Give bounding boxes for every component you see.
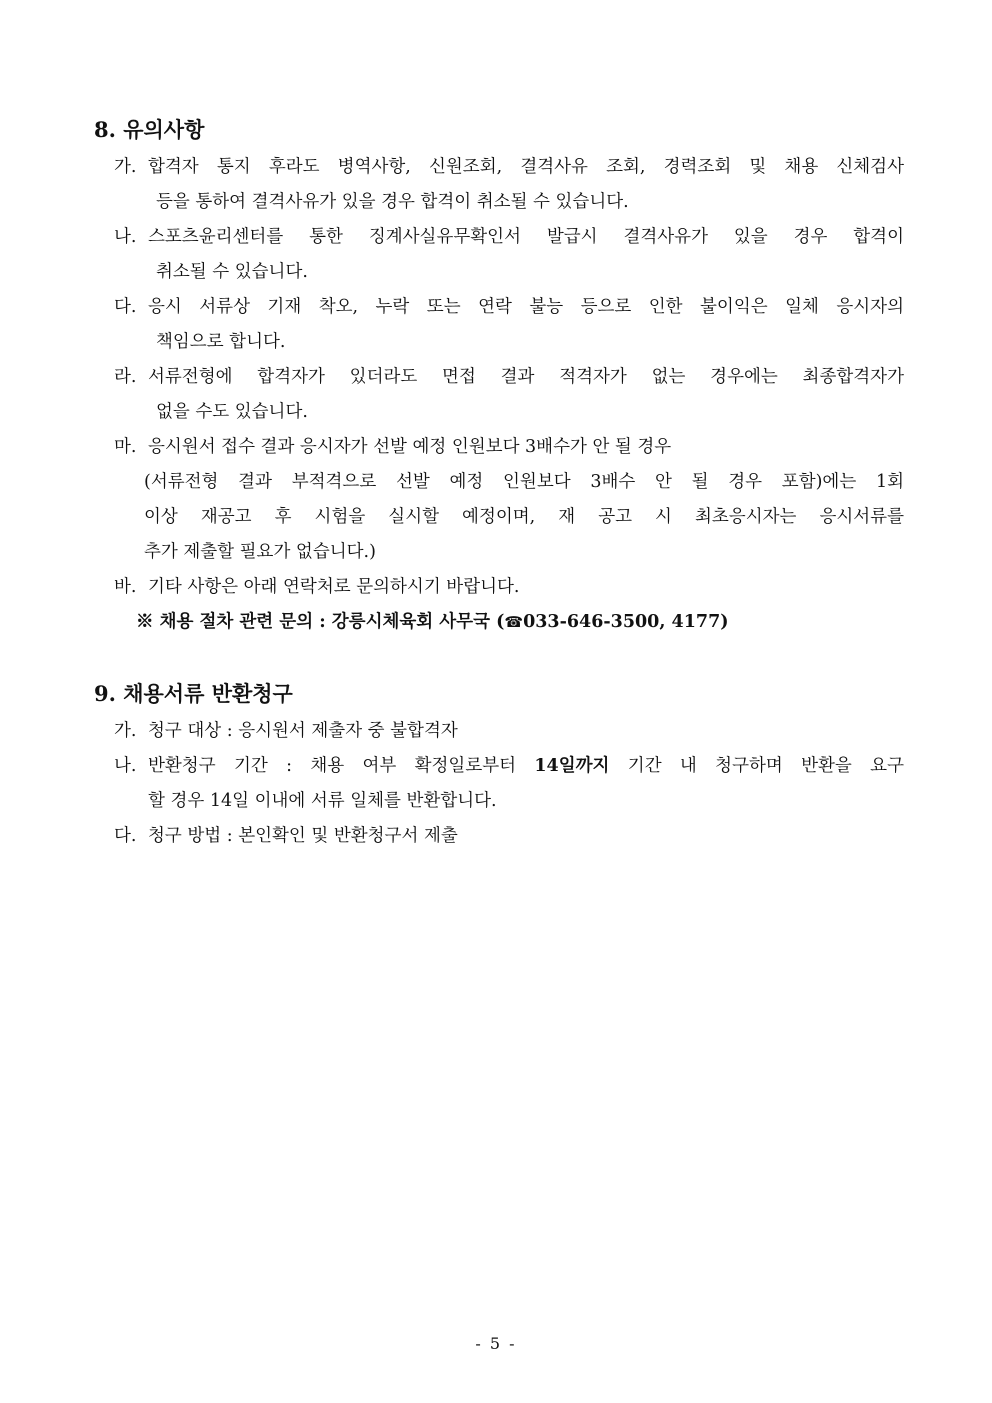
item-text-line: 책임으로 합니다. (156, 332, 286, 352)
item-text-line: 스포츠윤리센터를 통한 징계사실유무확인서 발급시 결격사유가 있을 경우 합격이 (148, 227, 904, 247)
item-text-line: 응시원서 접수 결과 응시자가 선발 예정 인원보다 3배수가 안 될 경우 (148, 437, 672, 457)
contact-notice (94, 605, 904, 640)
notice-prefix: ※ 채용 절차 관련 문의 : 강릉시체육회 사무국 ( (136, 612, 505, 632)
item-text-segment: 반환청구 기간 : 채용 여부 확정일로부터 (148, 756, 535, 776)
item-text-segment: 기간 내 청구하며 반환을 요구 (609, 756, 904, 776)
list-marker: 가. (114, 721, 137, 741)
notice-phone-number: 033-646-3500, 4177) (523, 612, 729, 632)
item-text-line: 취소될 수 있습니다. (156, 262, 308, 282)
item-text-line: 청구 방법 : 본인확인 및 반환청구서 제출 (148, 826, 458, 846)
item-text-line: 청구 대상 : 응시원서 제출자 중 불합격자 (148, 721, 458, 741)
list-item (94, 749, 904, 819)
section-heading: 8. 유의사항 (94, 117, 205, 142)
item-text-line (148, 749, 904, 784)
item-text-line: 없을 수도 있습니다. (156, 402, 308, 422)
list-item (94, 290, 904, 360)
item-text-line: 할 경우 14일 이내에 서류 일체를 반환합니다. (148, 791, 497, 811)
list-marker: 마. (114, 437, 137, 457)
list-item (94, 430, 904, 570)
list-marker: 바. (114, 577, 137, 597)
item-text-line: 기타 사항은 아래 연락처로 문의하시기 바랍니다. (148, 577, 520, 597)
list-item (94, 220, 904, 290)
item-text-line: (서류전형 결과 부적격으로 선발 예정 인원보다 3배수 안 될 경우 포함)에는 1회 (144, 472, 904, 492)
list-item (94, 819, 904, 854)
list-marker: 다. (114, 826, 137, 846)
item-text-line: 서류전형에 합격자가 있더라도 면접 결과 적격자가 없는 경우에는 최종합격자가 (148, 367, 904, 387)
item-text-line: 응시 서류상 기재 착오, 누락 또는 연락 불능 등으로 인한 불이익은 일체 응시자의 (148, 297, 904, 317)
deadline-emphasis: 14일까지 (534, 756, 610, 776)
item-text-line: 합격자 통지 후라도 병역사항, 신원조회, 결격사유 조회, 경력조회 및 채용 신체검사 (148, 157, 904, 177)
list-item (94, 714, 904, 749)
section-document-return (94, 676, 904, 854)
page-number: - 5 - (475, 1334, 517, 1353)
item-text-line: 이상 재공고 후 시험을 실시할 예정이며, 재 공고 시 최초응시자는 응시서류를 (144, 507, 904, 527)
list-marker: 라. (114, 367, 137, 387)
list-marker: 가. (114, 157, 137, 177)
list-marker: 나. (114, 227, 137, 247)
list-item (94, 150, 904, 220)
item-text-line: 추가 제출할 필요가 없습니다.) (144, 542, 376, 562)
section-heading: 9. 채용서류 반환청구 (94, 681, 293, 706)
list-marker: 다. (114, 297, 137, 317)
list-marker: 나. (114, 756, 137, 776)
phone-icon: ☎ (504, 613, 524, 631)
item-text-line: 등을 통하여 결격사유가 있을 경우 합격이 취소될 수 있습니다. (156, 192, 629, 212)
list-item (94, 360, 904, 430)
list-item (94, 570, 904, 605)
section-precautions (94, 112, 904, 640)
